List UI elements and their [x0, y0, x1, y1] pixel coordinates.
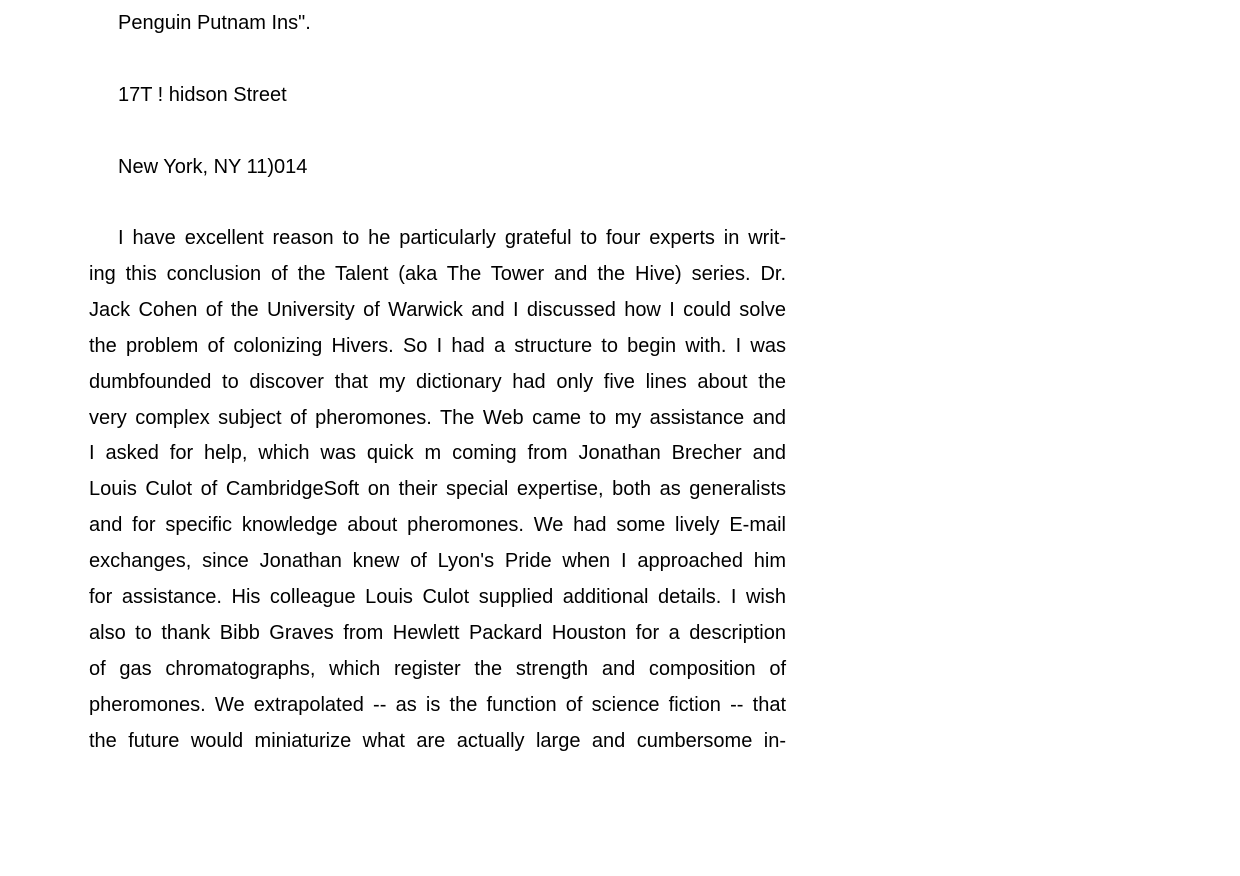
- paragraph-line: very complex subject of pheromones. The Web came to my assistance and: [89, 406, 786, 429]
- paragraph-line: pheromones. We extrapolated -- as is the function of science fiction -- that: [89, 693, 786, 716]
- address-line-street: 17T ! hidson Street: [118, 84, 287, 106]
- paragraph-line: Jack Cohen of the University of Warwick and I discussed how I could solve: [89, 298, 786, 321]
- paragraph-line: of gas chromatographs, which register the strength and composition of: [89, 657, 786, 680]
- address-line-publisher: Penguin Putnam Ins".: [118, 12, 311, 34]
- paragraph-line: I have excellent reason to he particularly grateful to four experts in writ-: [118, 227, 786, 249]
- paragraph-line: I asked for help, which was quick m coming from Jonathan Brecher and: [89, 442, 786, 465]
- paragraph-line: and for specific knowledge about pheromones. We had some lively E-mail: [89, 514, 786, 537]
- paragraph-line: for assistance. His colleague Louis Culot supplied additional details. I wish: [89, 586, 786, 609]
- paragraph-line: ing this conclusion of the Talent (aka The Tower and the Hive) series. Dr.: [89, 262, 786, 285]
- paragraph-line: dumbfounded to discover that my dictionary had only five lines about the: [89, 370, 786, 393]
- acknowledgements-paragraph: [89, 221, 786, 760]
- paragraph-line: the future would miniaturize what are actually large and cumbersome in-: [89, 729, 786, 752]
- paragraph-line: exchanges, since Jonathan knew of Lyon's Pride when I approached him: [89, 550, 786, 573]
- paragraph-line: also to thank Bibb Graves from Hewlett Packard Houston for a description: [89, 621, 786, 644]
- paragraph-line: Louis Culot of CambridgeSoft on their special expertise, both as generalists: [89, 478, 786, 501]
- paragraph-line: the problem of colonizing Hivers. So I had a structure to begin with. I was: [89, 334, 786, 357]
- address-line-city: New York, NY 11)014: [118, 156, 308, 178]
